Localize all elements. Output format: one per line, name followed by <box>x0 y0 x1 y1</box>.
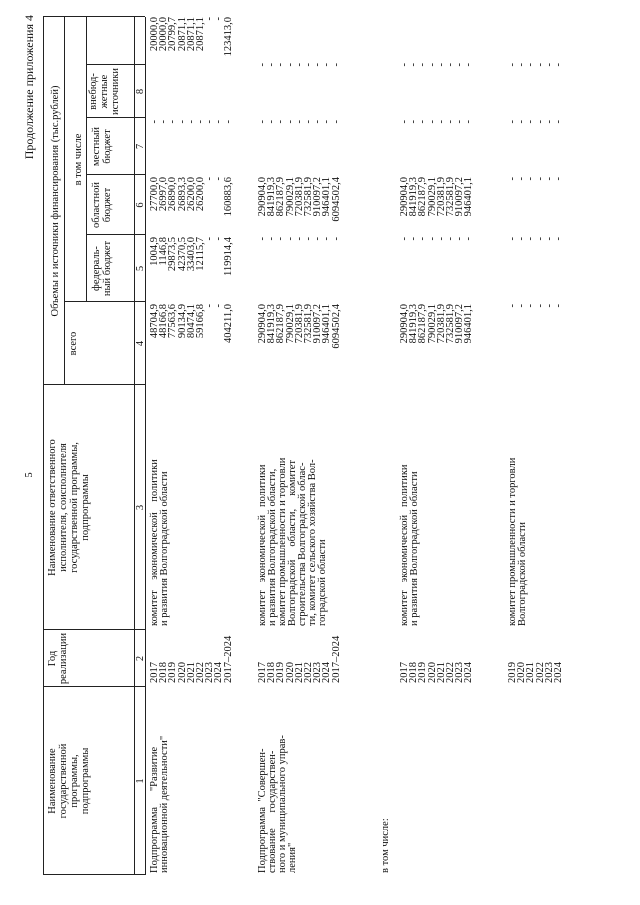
appendix-title: Продолжение приложения 4 <box>22 15 36 160</box>
subrow2-federal: - - - - - - <box>507 237 565 241</box>
col-number-2: 2 <box>135 655 146 662</box>
row1-program-name: Подпрограмма "Развитие инновационной деятельности" <box>149 735 170 873</box>
col-number-6: 6 <box>135 202 146 208</box>
subrow1-local: - - - - - - - - <box>399 120 475 124</box>
header-col2: Год реализации <box>47 632 69 685</box>
header-extra: внебюд- жетные источники <box>88 68 121 115</box>
col-number-8: 8 <box>135 88 146 95</box>
row1-federal: 1004,9 1146,8 29873,5 42370,5 33403,0 12115,7 - - 119914,4 <box>149 237 234 276</box>
including-label: в том числе: <box>380 818 391 873</box>
subrow2-local: - - - - - - <box>507 120 565 124</box>
subrow2-executor: комитет промышленности и торговли Волгоградской области <box>507 457 528 626</box>
subrow1-extra: - - - - - - - - <box>399 63 475 67</box>
subrow1-executor: комитет экономической политики и развития Волгоградской области <box>399 464 420 626</box>
subrow2-years: 2019 2020 2021 2022 2023 2024 <box>507 662 565 683</box>
row1-years: 2017 2018 2019 2020 2021 2022 2023 2024 2017–2024 <box>149 635 234 683</box>
header-federal: федераль- ный бюджет <box>91 240 113 297</box>
row1-extra: 20000,0 20000,0 20799,7 20871,1 20871,1 20871,1 - - 123413,0 <box>149 17 234 57</box>
header-local: местный бюджет <box>91 126 113 167</box>
subrow1-regional: 290904,0 841919,3 862187,9 790029,1 720381,9 732581,9 910097,2 946401,1 <box>399 177 475 217</box>
subrow2-total: - - - - - - <box>507 304 565 308</box>
header-financing: Объемы и источники финансирования (тыс.рублей) <box>50 85 61 317</box>
header-including: в том числе <box>73 133 84 186</box>
col-number-7: 7 <box>135 143 146 150</box>
row2-local: - - - - - - - - - <box>257 120 342 124</box>
header-col1: Наименование государственной программы, подпрограммы <box>47 743 91 819</box>
col-number-3: 3 <box>135 504 146 511</box>
header-total: всего <box>68 331 79 356</box>
row2-executor: комитет экономической политики и развития Волгоградской области, комитет промышленности и торговли Волгоградской области, комитет строительства Волгоградской облас- ти, комитет сельского хозяйства Вол- гоградской области <box>257 457 328 626</box>
page-number: 5 <box>24 472 35 478</box>
row1-total: 48704,9 48166,8 77563,6 90134,9 80474,1 59166,8 - - 404211,0 <box>149 304 234 343</box>
col-number-5: 5 <box>135 265 146 272</box>
row1-regional: 27700,0 26997,0 26890,0 26893,3 26200,0 26200,0 - - 160883,6 <box>149 177 234 217</box>
row2-total: 290904,0 841919,3 862187,9 790029,1 720381,9 732581,9 910097,2 946401,1 6094502,4 <box>257 304 342 349</box>
row2-federal: - - - - - - - - - <box>257 237 342 241</box>
row2-years: 2017 2018 2019 2020 2021 2022 2023 2024 2017–2024 <box>257 635 342 683</box>
row1-local: - - - - - - - - - <box>149 120 234 124</box>
header-regional: областной бюджет <box>91 182 113 228</box>
subrow1-federal: - - - - - - - - <box>399 237 475 241</box>
row2-program-name: Подпрограмма "Совершен- ствование государствен- ного и муниципального управ- ления" <box>257 735 298 873</box>
header-col3: Наименование ответственного исполнителя, соисполнителя государственной программы, подпрограммы <box>47 439 91 576</box>
subrow1-years: 2017 2018 2019 2020 2021 2022 2023 2024 <box>399 662 475 683</box>
col-number-4: 4 <box>135 340 146 347</box>
subrow2-extra: - - - - - - <box>507 63 565 67</box>
row2-extra: - - - - - - - - - <box>257 63 342 67</box>
col-number-1: 1 <box>135 778 146 784</box>
row1-executor: комитет экономической политики и развития Волгоградской области <box>149 459 170 626</box>
subrow2-regional: - - - - - - <box>507 177 565 181</box>
row2-regional: 290904,0 841919,3 862187,9 790029,1 720381,9 732581,9 910097,2 946401,1 6094502,4 <box>257 177 342 222</box>
subrow1-total: 290904,0 841919,3 862187,9 790029,1 720381,9 732581,9 910097,2 946401,1 <box>399 304 475 344</box>
